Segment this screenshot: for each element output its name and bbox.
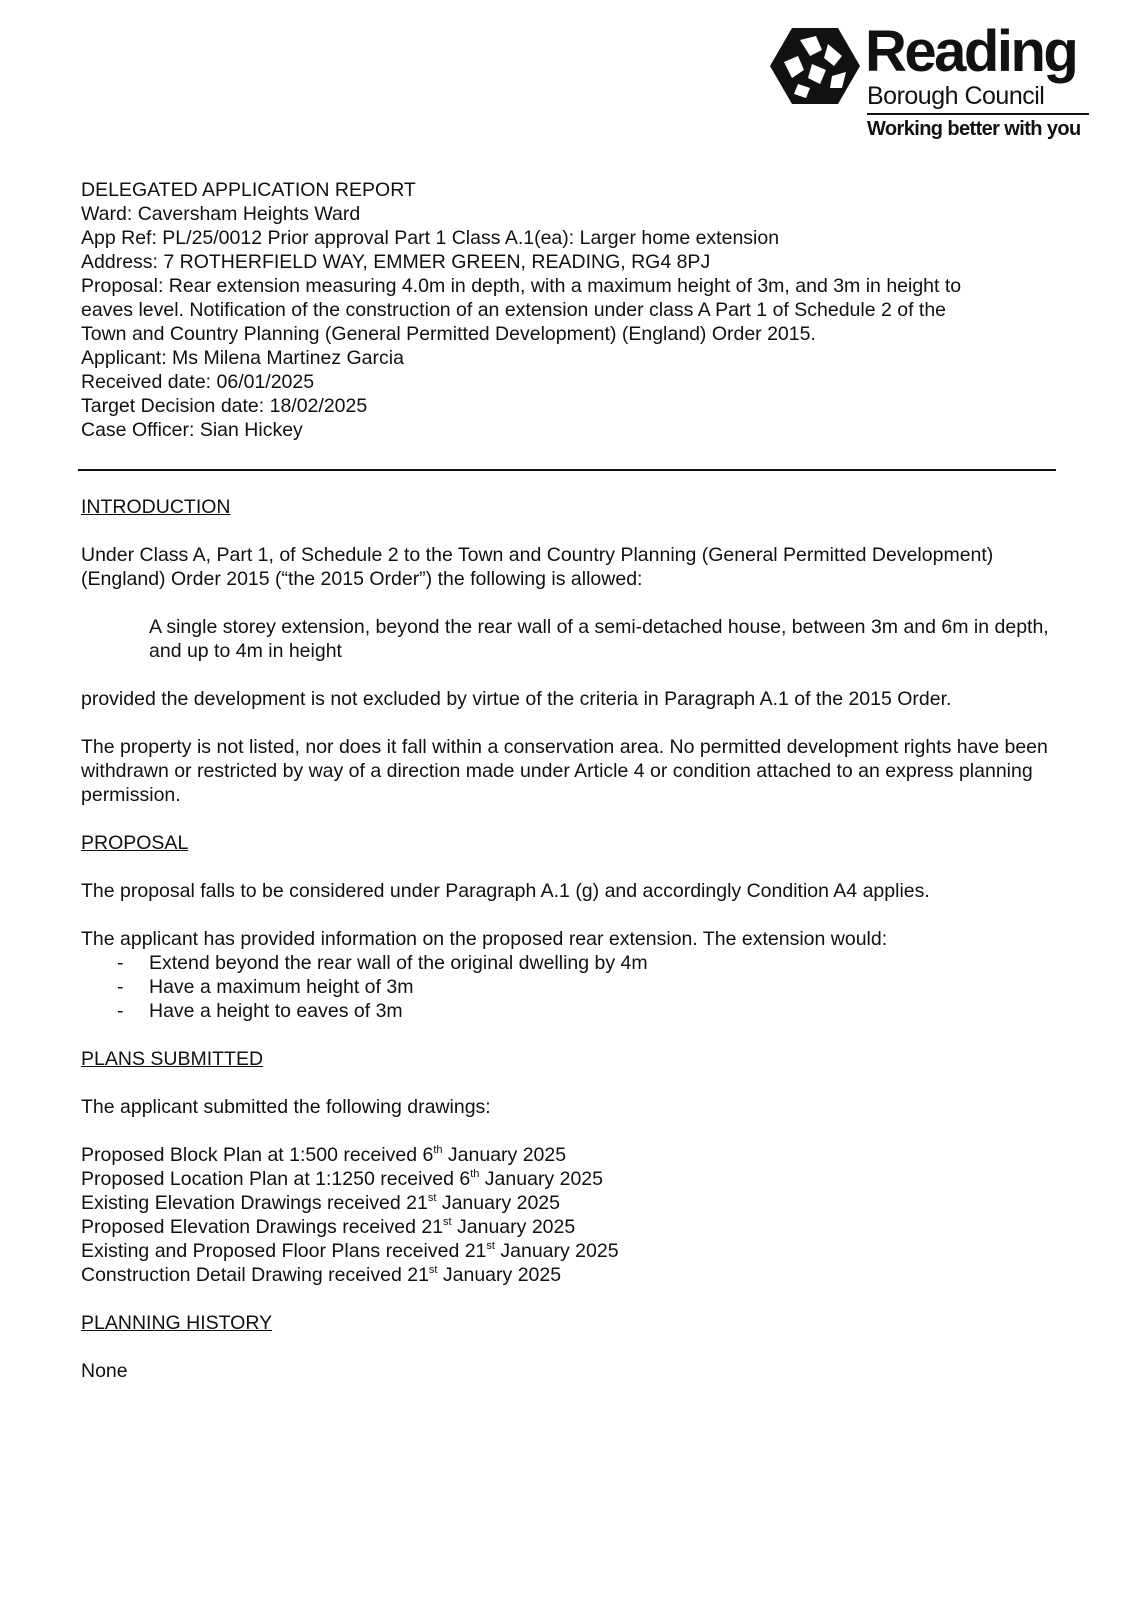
introduction-paragraph: The property is not listed, nor does it fall within a conservation area. No permitted development rights have been withdrawn or restricted by way of a direction made under Article 4 or condition attached to an express planning permission. [81, 736, 1048, 806]
logo-rule [867, 113, 1089, 115]
list-item: - Have a height to eaves of 3m [81, 999, 1056, 1023]
plans-list [81, 1143, 1056, 1287]
address-line: Address: 7 ROTHERFIELD WAY, EMMER GREEN, READING, RG4 8PJ [81, 251, 711, 273]
report-body [81, 495, 1056, 1407]
introduction-paragraph: provided the development is not excluded by virtue of the criteria in Paragraph A.1 of the 2015 Order. [81, 688, 952, 710]
proposal-list [81, 951, 1056, 1023]
report-title: DELEGATED APPLICATION REPORT [81, 179, 416, 201]
report-header [81, 178, 1056, 442]
list-item: Existing Elevation Drawings received 21st January 2025 [81, 1192, 560, 1214]
proposal-line: Proposal: Rear extension measuring 4.0m in depth, with a maximum height of 3m, and 3m in height to [81, 275, 962, 297]
introduction-heading: INTRODUCTION [81, 496, 231, 518]
plans-intro: The applicant submitted the following drawings: [81, 1096, 491, 1118]
target-decision-line: Target Decision date: 18/02/2025 [81, 395, 368, 417]
proposal-line: eaves level. Notification of the construction of an extension under class A Part 1 of Schedule 2 of the [81, 299, 947, 321]
list-item: Existing and Proposed Floor Plans received 21st January 2025 [81, 1240, 619, 1262]
case-officer-line: Case Officer: Sian Hickey [81, 419, 303, 441]
proposal-line: Town and Country Planning (General Permitted Development) (England) Order 2015. [81, 323, 816, 345]
proposal-paragraph: The proposal falls to be considered under Paragraph A.1 (g) and accordingly Condition A4 applies. [81, 880, 930, 902]
logo-subtitle: Borough Council [867, 82, 1045, 110]
list-item: Proposed Block Plan at 1:500 received 6th January 2025 [81, 1144, 567, 1166]
history-text: None [81, 1360, 128, 1382]
applicant-line: Applicant: Ms Milena Martinez Garcia [81, 347, 404, 369]
list-item: Proposed Location Plan at 1:1250 received 6th January 2025 [81, 1168, 603, 1190]
app-ref-line: App Ref: PL/25/0012 Prior approval Part 1 Class A.1(ea): Larger home extension [81, 227, 780, 249]
list-item: - Extend beyond the rear wall of the original dwelling by 4m [81, 951, 1056, 975]
introduction-paragraph: Under Class A, Part 1, of Schedule 2 to the Town and Country Planning (General Permitted Development) (England) Order 2015 (“the 2015 Order”) the following is allowed: [81, 544, 994, 590]
history-heading: PLANNING HISTORY [81, 1312, 273, 1334]
council-emblem-icon [770, 26, 860, 106]
proposal-paragraph: The applicant has provided information on the proposed rear extension. The extension would: [81, 928, 888, 950]
logo-tagline: Working better with you [867, 118, 1081, 140]
ward-line: Ward: Caversham Heights Ward [81, 203, 361, 225]
council-logo [770, 19, 1090, 144]
header-divider [78, 469, 1056, 471]
plans-heading: PLANS SUBMITTED [81, 1048, 264, 1070]
logo-name: Reading [865, 19, 1077, 84]
received-date-line: Received date: 06/01/2025 [81, 371, 315, 393]
list-item: - Have a maximum height of 3m [81, 975, 1056, 999]
introduction-quote: A single storey extension, beyond the rear wall of a semi-detached house, between 3m and 6m in depth, and up to 4m in height [149, 616, 1049, 662]
list-item: Construction Detail Drawing received 21st January 2025 [81, 1264, 562, 1286]
proposal-heading: PROPOSAL [81, 832, 189, 854]
list-item: Proposed Elevation Drawings received 21st January 2025 [81, 1216, 576, 1238]
